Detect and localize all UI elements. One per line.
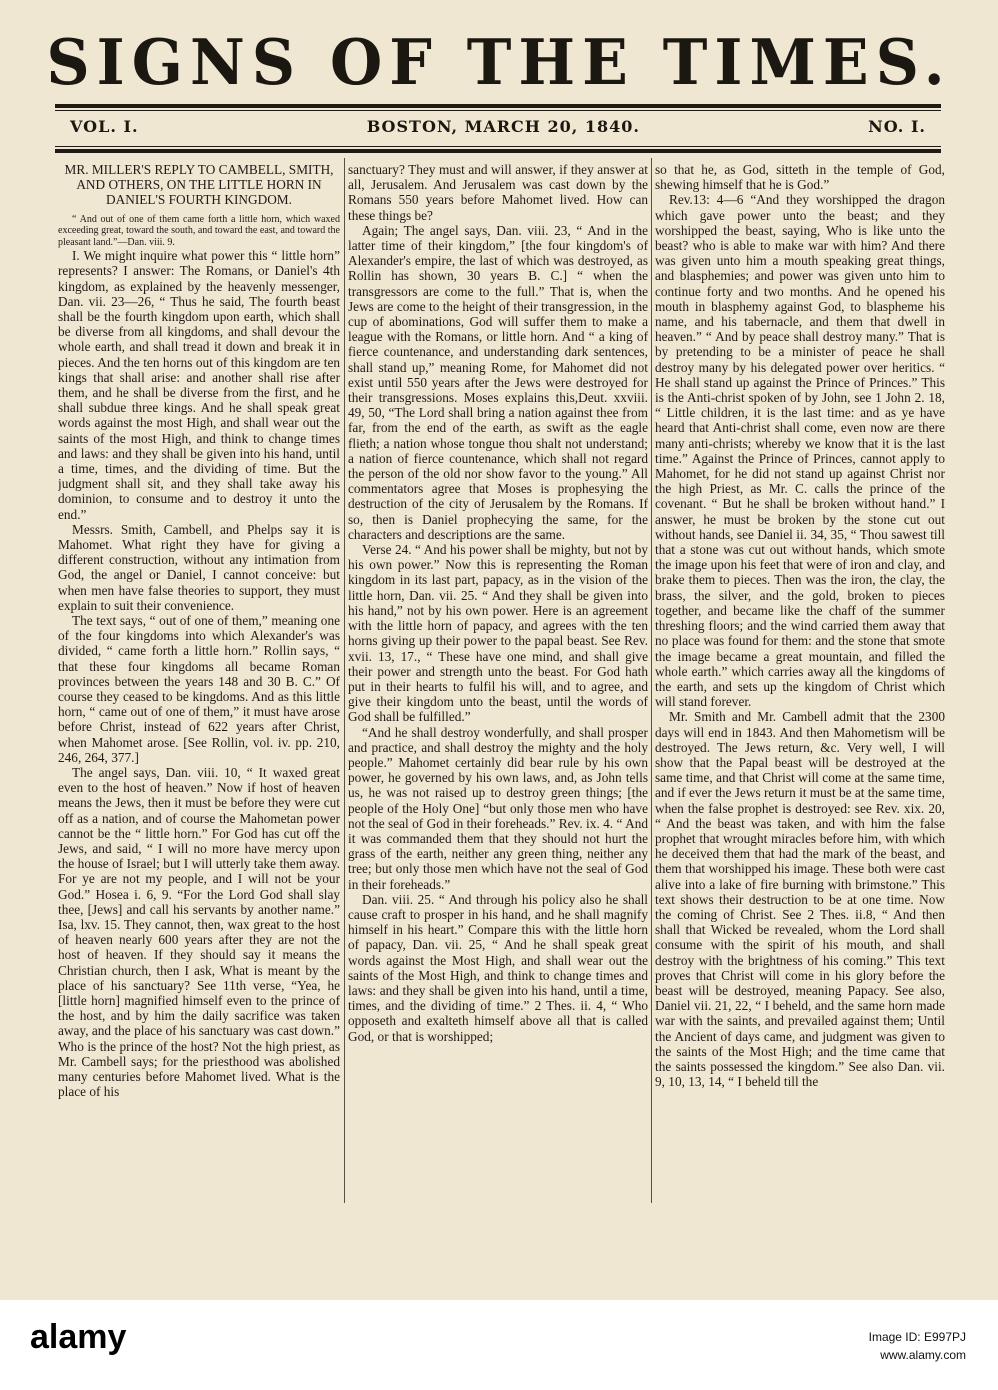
masthead-rule-top [55, 104, 941, 108]
place-date-label: BOSTON, MARCH 20, 1840. [366, 117, 640, 136]
stock-watermark-band [0, 1300, 998, 1390]
paragraph: sanctuary? They must and will answer, if they answer at all, Jerusalem. And Jerusalem was cast down by the Romans 550 years before Mahomet lived. How can these things be? [348, 162, 648, 223]
paragraph: Rev.13: 4—6 “And they worshipped the dragon which gave power unto the beast; and they worshipped the beast, saying, Who is like unto the beast? who is able to make war with him? And there was given unto him a mouth speaking great things, and blasphemies; and power was given unto him to continue forty and two months. And he opened his mouth in blasphemy against God, to blaspheme his name, and his tabernacle, and them that dwell in heaven.” “ And by peace shall destroy many.” That is by pretending to be a minister of peace he shall destroy many by his delegated power over heritics. “ He shall stand up against the Prince of Princes.” This is the Anti-christ spoken of by John, see 1 John 2. 18, “ Little children, it is the last time: and as ye have heard that Anti-christ shall come, even now are there many anti-christs; whereby we know that it is the last time.” Against the Prince of Princes, cannot apply to Mahomet, for he did not stand up against Christ nor the high Priest, as Mr. C. calls the prince of the covenant. “ But he shall be broken without hand.” I answer, he must be broken by the stone cut out without hands, see Daniel ii. 34, 35, “ Thou sawest till that a stone was cut out without hands, which smote the image upon his feet that were of iron and clay, and brake them to pieces. Then was the iron, the clay, the brass, the silver, and the gold, broken to pieces together, and became like the chaff of the summer threshing floors; and the wind carried them away that no place was found for them: and the stone that smote the image became a great mountain, and filled the whole earth.” which carries away all the kingdoms of the earth, and sets up the kingdom of Christ which will stand forever. [655, 192, 945, 710]
column-3 [655, 162, 945, 1202]
alamy-logo: alamy [30, 1318, 127, 1356]
article-epigraph: “ And out of one of them came forth a little horn, which waxed exceeding great, toward the south, and toward the east, and toward the pleasant land.”—Dan. viii. 9. [58, 213, 340, 248]
masthead [0, 28, 998, 98]
image-id-label: Image ID: E997PJ [868, 1330, 966, 1344]
dateline-rule-thick [55, 149, 941, 153]
issue-number-label: NO. I. [868, 117, 926, 136]
masthead-title: SIGNS OF THE TIMES. [46, 26, 952, 100]
paragraph: Mr. Smith and Mr. Cambell admit that the 2300 days will end in 1843. And then Mahometism will be destroyed. The Jews return, &c. Very well, I will show that the Papal beast will be destroyed at the same time, and that Christ will come at the same time, and if ever the Jews return it must be at the same time, when the false prophet is destroyed: see Rev. xix. 20, “ And the beast was taken, and with him the false prophet that wrought miracles before him, with which he deceived them that had the mark of the beast, and them that worshipped his image. These both were cast alive into a lake of fire burning with brimstone.” This text shows their destruction to be at one time. Now the coming of Christ. See 2 Thes. ii.8, “ And then shall that Wicked be revealed, whom the Lord shall consume with the spirit of his mouth, and shall destroy with the brightness of his coming.” This text proves that Christ will come in his glory before the beast will be destroyed, meaning Papacy. See also, Daniel vii. 21, 22, “ I beheld, and the same horn made war with the saints, and prevailed against them; Until the Ancient of days came, and judgment was given to the saints of the Most High; and the time came that the saints possessed the kingdom.” See also Dan. vii. 9, 10, 13, 14, “ I beheld till the [655, 709, 945, 1090]
paragraph: Again; The angel says, Dan. viii. 23, “ And in the latter time of their kingdom,” [the four kingdom's of Alexander's empire, the last of which was destroyed, as Rollin has shown, 30 years B. C.] “ when the transgressors are come to the full.” That is, when the Jews are come to the height of their transgression, in the cup of abominations, God will suffer them to make a league with the Romans, or little horn. And “ a king of fierce countenance, and understanding dark sentences, shall stand up,” meaning Rome, for Mahomet did not exist until 550 years after the Jews were destroyed for their transgressions. Moses explains this,Deut. xxviii. 49, 50, “The Lord shall bring a nation against thee from far, from the end of the earth, as swift as the eagle flieth; a nation whose tongue thou shalt not understand; a nation of fierce countenance, which shall not regard the person of the old nor show favor to the young.” All commentators agree that Moses is prophesying the destruction of the city of Jerusalem by the Romans. If so, then is Daniel prophecying the same, for the characters and descriptions are the same. [348, 222, 648, 542]
paragraph: “And he shall destroy wonderfully, and shall prosper and practice, and shall destroy the mighty and the holy people.” Mahomet certainly did bear rule by his own power, he governed by his own laws, and, as John tells us, he was not raised up to destroy green things; [the people of the Holy One] “but only those men who have not the seal of God in their foreheads.” Rev. ix. 4. “ And it was commanded them that they should not hurt the grass of the earth, neither any green thing, neither any tree; but only those men which have not the seal of God in their foreheads.” [348, 724, 648, 892]
paragraph: Messrs. Smith, Cambell, and Phelps say it is Mahomet. What right they have for giving a different construction, without any intimation from God, the angel or Daniel, I cannot conceive: but when men have false theories to support, they must explain to suit their convenience. [58, 521, 340, 613]
paragraph: I. We might inquire what power this “ little horn” represents? I answer: The Romans, or Daniel's 4th kingdom, as explained by the heavenly messenger, Dan. vii. 23—26, “ Thus he said, The fourth beast shall be the fourth kingdom upon earth, which shall be diverse from all kingdoms, and shall devour the whole earth, and shall tread it down and break it in pieces. And the ten horns out of this kingdom are ten kings that shall arise: and another shall rise after them, and he shall be diverse from the first, and he shall subdue three kings. And he shall speak great words against the most High, and shall wear out the saints of the most High, and think to change times and laws: and they shall be given into his hand, until a time, times, and the dividing of time. But the judgment shall sit, and they shall take away his dominion, to consume and to destroy it unto the end.” [58, 248, 340, 522]
paragraph: so that he, as God, sitteth in the temple of God, shewing himself that he is God.” [655, 162, 945, 193]
column-divider-2 [651, 158, 652, 1203]
stock-url-label: www.alamy.com [880, 1348, 966, 1362]
paragraph: Verse 24. “ And his power shall be mighty, but not by his own power.” Now this is representing the Roman kingdom in its last part, papacy, as in the vision of the little horn, Dan. vii. 25. “ And they shall be given into his hand,” not by his own power. Here is an agreement with the little horn of papacy, and agrees with the ten horns giving up their power to the papal beast. See Rev. xvii. 13, 17., “ These have one mind, and shall give their power and strength unto the beast. For God hath put in their hearts to fulfil his will, and to agree, and give their kingdom unto the beast, until the words of God shall be fulfilled.” [348, 542, 648, 725]
column-2 [348, 162, 648, 1202]
masthead-rule-top-thin [55, 110, 941, 111]
volume-label: VOL. I. [70, 117, 139, 136]
dateline-rule-thin [55, 146, 941, 147]
paragraph: Dan. viii. 25. “ And through his policy also he shall cause craft to prosper in his hand, and he shall magnify himself in his heart.” Compare this with the little horn of papacy, Dan. vii. 25, “ And he shall speak great words against the Most High, and shall wear out the saints of the Most High, and think to change times and laws: and they shall be given into his hand, until a time, times, and the dividing of time.” 2 Thes. ii. 4, “ Who opposeth and exalteth himself above all that is called God, or that is worshipped; [348, 891, 648, 1044]
dateline [70, 117, 926, 136]
article-headline: MR. MILLER'S REPLY TO CAMBELL, SMITH, AND OTHERS, ON THE LITTLE HORN IN DANIEL'S FOURTH KINGDOM. [64, 162, 334, 208]
paragraph: The angel says, Dan. viii. 10, “ It waxed great even to the host of heaven.” Now if host of heaven means the Jews, then it must be before they were cut off as a nation, and of course the Mahometan power cannot be the “ little horn.” For God has cut off the Jews, and said, “ I will no more have mercy upon the house of Israel; but I will utterly take them away. For ye are not my people, and I will not be your God.” Hosea i. 6, 9. “For the Lord God shall slay thee, [Jews] and call his servants by another name.” Isa, lxv. 15. They cannot, then, wax great to the host of heaven nearly 600 years after they are not the host of heaven. If they should say it means the Christian church, then I ask, What is meant by the place of his sanctuary? See 11th verse, “Yea, he [little horn] magnified himself even to the prince of the host, and by him the daily sacrifice was taken away, and the place of his sanctuary was cast down.” Who is the prince of the host? Not the high priest, as Mr. Cambell says; for the priesthood was abolished many centuries before Mahomet lived. What is the place of his [58, 765, 340, 1100]
column-divider-1 [344, 158, 345, 1203]
paragraph: The text says, “ out of one of them,” meaning one of the four kingdoms into which Alexander's was divided, “ came forth a little horn.” Rollin says, “ that these four kingdoms all became Roman provinces between the years 148 and 30 B. C.” Of course they ceased to be kingdoms. And as this little horn, “ came out of one of them,” it must have arose before Christ, instead of 622 years after Christ, when Mahomet arose. [See Rollin, vol. iv. pp. 210, 246, 264, 377.] [58, 612, 340, 765]
column-1 [58, 162, 340, 1202]
